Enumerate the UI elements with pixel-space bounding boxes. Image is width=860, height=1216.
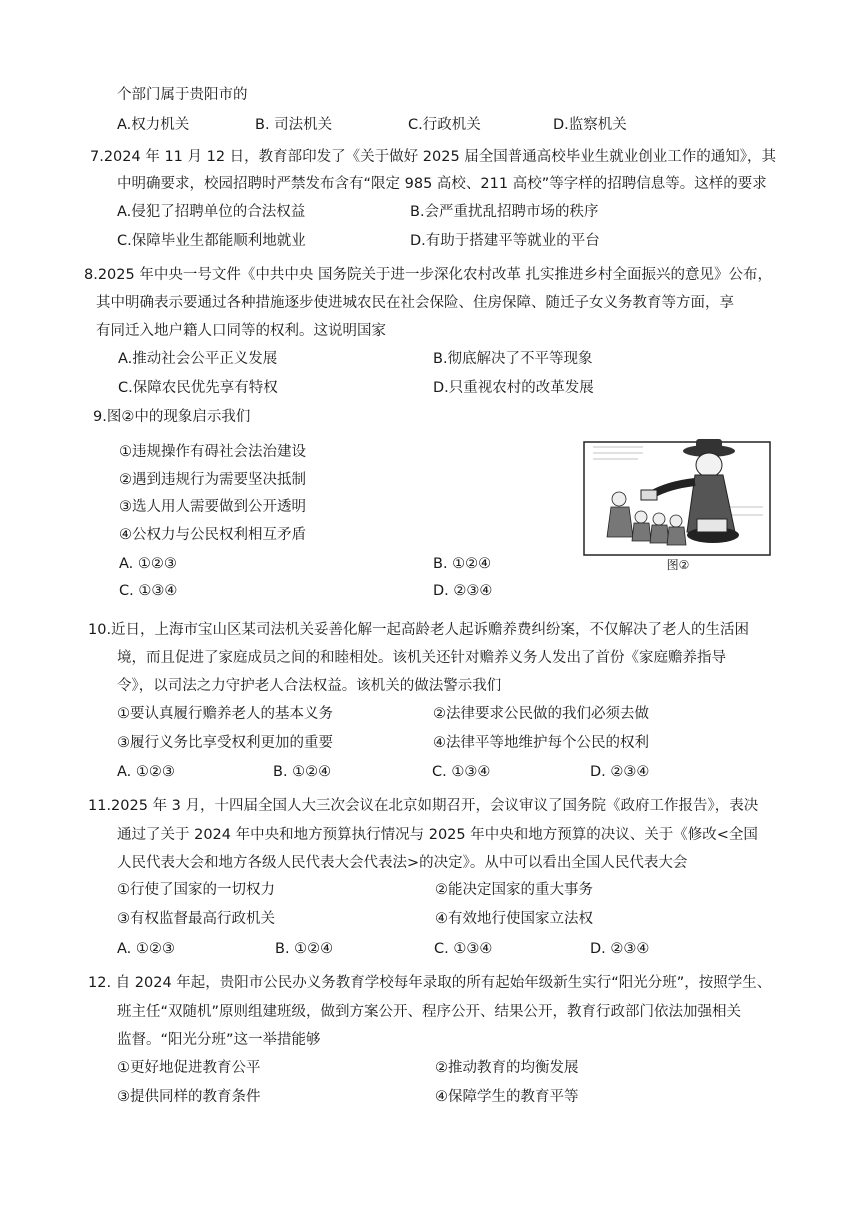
q11-statement-2: ②能决定国家的重大事务 bbox=[435, 882, 593, 898]
q10-option-c: C. ①③④ bbox=[432, 764, 491, 780]
q9-option-b: B. ①②④ bbox=[433, 556, 492, 572]
q10-statement-2: ②法律要求公民做的我们必须去做 bbox=[433, 706, 649, 722]
q10-statement-3: ③履行义务比享受权利更加的重要 bbox=[117, 735, 333, 751]
q7-stem-line-1: 7.2024 年 11 月 12 日，教育部印发了《关于做好 2025 届全国普通高校毕业生就业创业工作的通知》，其 bbox=[90, 149, 777, 165]
q8-stem-line-1: 8.2025 年中央一号文件《中共中央 国务院关于进一步深化农村改革 扎实推进乡村全面振兴的意见》公布， bbox=[84, 267, 773, 283]
q6-option-d: D.监察机关 bbox=[553, 117, 627, 133]
q12-statement-2: ②推动教育的均衡发展 bbox=[435, 1060, 579, 1076]
q11-option-a: A. ①②③ bbox=[117, 941, 175, 957]
q10-stem-line-3: 令》，以司法之力守护老人合法权益。该机关的做法警示我们 bbox=[117, 678, 502, 694]
q8-stem-line-2: 其中明确表示要通过各种措施逐步使进城农民在社会保险、住房保障、随迁子女义务教育等方面，享 bbox=[96, 295, 734, 311]
figure-caption: 图② bbox=[666, 558, 690, 572]
q11-statement-1: ①行使了国家的一切权力 bbox=[117, 882, 275, 898]
q8-option-a: A.推动社会公平正义发展 bbox=[118, 351, 278, 367]
q12-stem-line-2: 班主任“双随机”原则组建班级，做到方案公开、程序公开、结果公开，教育行政部门依法加强相关 bbox=[117, 1004, 742, 1020]
q6-option-b: B. 司法机关 bbox=[255, 117, 333, 133]
q12-stem-line-3: 监督。“阳光分班”这一举措能够 bbox=[117, 1032, 321, 1048]
q6-stem-continuation: 个部门属于贵阳市的 bbox=[117, 87, 248, 103]
q10-stem-line-1: 10.近日，上海市宝山区某司法机关妥善化解一起高龄老人起诉赡养费纠纷案，不仅解决了老人的生活困 bbox=[88, 622, 750, 638]
q11-statement-3: ③有权监督最高行政机关 bbox=[117, 911, 275, 927]
q9-stem: 9.图②中的现象启示我们 bbox=[93, 409, 251, 425]
q9-option-c: C. ①③④ bbox=[119, 583, 178, 599]
q8-stem-line-3: 有同迁入地户籍人口同等的权利。这说明国家 bbox=[96, 323, 386, 339]
q10-option-a: A. ①②③ bbox=[117, 764, 175, 780]
q7-stem-line-2: 中明确要求，校园招聘时严禁发布含有“限定 985 高校、211 高校”等字样的招聘信息等。这样的要求 bbox=[117, 176, 767, 192]
q7-option-b: B.会严重扰乱招聘市场的秩序 bbox=[410, 204, 599, 220]
q11-statement-4: ④有效地行使国家立法权 bbox=[435, 911, 593, 927]
cartoon-figure bbox=[583, 437, 773, 572]
q7-option-d: D.有助于搭建平等就业的平台 bbox=[410, 233, 600, 249]
q8-option-b: B.彻底解决了不平等现象 bbox=[433, 351, 593, 367]
q9-statement-1: ①违规操作有碍社会法治建设 bbox=[119, 444, 306, 460]
q11-option-d: D. ②③④ bbox=[590, 941, 650, 957]
q12-statement-4: ④保障学生的教育平等 bbox=[435, 1089, 579, 1105]
q11-stem-line-2: 通过了关于 2024 年中央和地方预算执行情况与 2025 年中央和地方预算的决议、关于《修改<全国 bbox=[117, 827, 758, 843]
q10-option-b: B. ①②④ bbox=[273, 764, 332, 780]
q11-option-b: B. ①②④ bbox=[275, 941, 334, 957]
q6-option-c: C.行政机关 bbox=[408, 117, 481, 133]
q12-statement-1: ①更好地促进教育公平 bbox=[117, 1060, 261, 1076]
q11-stem-line-3: 人民代表大会和地方各级人民代表大会代表法>的决定》。从中可以看出全国人民代表大会 bbox=[117, 855, 688, 871]
q10-statement-1: ①要认真履行赡养老人的基本义务 bbox=[117, 706, 333, 722]
q9-option-d: D. ②③④ bbox=[433, 583, 493, 599]
q9-option-a: A. ①②③ bbox=[119, 556, 177, 572]
q10-option-d: D. ②③④ bbox=[590, 764, 650, 780]
q6-option-a: A.权力机关 bbox=[117, 117, 190, 133]
q7-option-c: C.保障毕业生都能顺利地就业 bbox=[117, 233, 306, 249]
q11-option-c: C. ①③④ bbox=[434, 941, 493, 957]
q11-stem-line-1: 11.2025 年 3 月，十四届全国人大三次会议在北京如期召开，会议审议了国务院《政府工作报告》，表决 bbox=[88, 798, 759, 814]
q9-statement-4: ④公权力与公民权利相互矛盾 bbox=[119, 527, 306, 543]
q10-statement-4: ④法律平等地维护每个公民的权利 bbox=[433, 735, 649, 751]
cartoon-illustration bbox=[583, 437, 773, 559]
q8-option-c: C.保障农民优先享有特权 bbox=[118, 380, 278, 396]
q10-stem-line-2: 境，而且促进了家庭成员之间的和睦相处。该机关还针对赡养义务人发出了首份《家庭赡养指导 bbox=[117, 650, 726, 666]
q12-statement-3: ③提供同样的教育条件 bbox=[117, 1089, 261, 1105]
q9-statement-3: ③选人用人需要做到公开透明 bbox=[119, 499, 306, 515]
q9-statement-2: ②遇到违规行为需要坚决抵制 bbox=[119, 472, 306, 488]
q7-option-a: A.侵犯了招聘单位的合法权益 bbox=[117, 204, 306, 220]
q12-stem-line-1: 12. 自 2024 年起，贵阳市公民办义务教育学校每年录取的所有起始年级新生实行“阳光分班”，按照学生、 bbox=[88, 975, 772, 991]
q8-option-d: D.只重视农村的改革发展 bbox=[433, 380, 594, 396]
